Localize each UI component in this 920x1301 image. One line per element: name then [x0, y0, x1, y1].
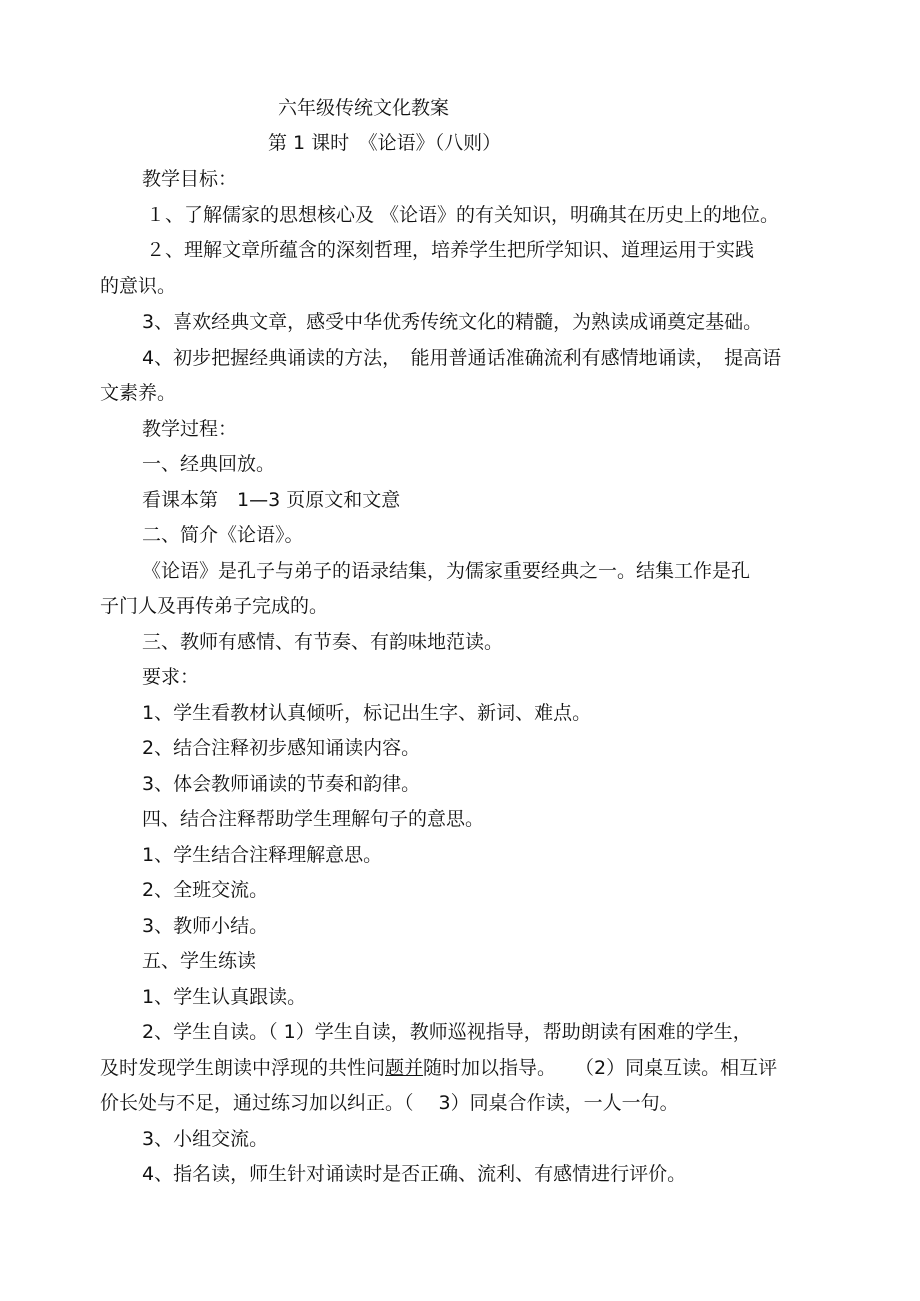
line-segment: 及时发现学生朗读中浮现的共性问	[100, 1057, 386, 1079]
section-1-heading: 一、经典回放。	[142, 453, 276, 475]
goal-2-line-2: 的意识。	[100, 275, 177, 297]
goals-heading: 教学目标：	[142, 168, 238, 190]
goal-4-line-1: 4、初步把握经典诵读的方法， 能用普通话准确流利有感情地诵读， 提高语	[142, 347, 782, 369]
section-4-heading: 四、结合注释帮助学生理解句子的意思。	[142, 808, 485, 830]
section-1-text: 看课本第 1—3 页原文和文意	[142, 489, 401, 511]
goal-1: １、了解儒家的思想核心及 《论语》的有关知识，明确其在历史上的地位。	[146, 204, 780, 226]
section-5-item-1: 1、学生认真跟读。	[142, 986, 307, 1008]
section-5-item-2-line-2	[100, 1056, 777, 1080]
underlined-text: 题并	[385, 1057, 424, 1079]
section-2-text-line-2: 子门人及再传弟子完成的。	[100, 595, 329, 617]
section-2-heading: 二、简介《论语》。	[142, 524, 304, 546]
section-5-item-2-line-1: 2、学生自读。（ 1）学生自读，教师巡视指导，帮助朗读有困难的学生，	[142, 1021, 752, 1043]
requirement-3: 3、体会教师诵读的节奏和韵律。	[142, 773, 421, 795]
section-4-item-2: 2、全班交流。	[142, 879, 269, 901]
requirement-2: 2、结合注释初步感知诵读内容。	[142, 737, 421, 759]
doc-title: 六年级传统文化教案	[278, 97, 450, 119]
section-5-item-4: 4、指名读，师生针对诵读时是否正确、流利、有感情进行评价。	[142, 1163, 687, 1185]
section-5-item-3: 3、小组交流。	[142, 1128, 269, 1150]
goal-2-line-1: ２、理解文章所蕴含的深刻哲理，培养学生把所学知识、道理运用于实践	[146, 239, 755, 261]
process-heading: 教学过程：	[142, 418, 238, 440]
section-5-heading: 五、学生练读	[142, 950, 257, 972]
lesson-title: 第 1 课时 《论语》（八则）	[268, 132, 502, 154]
goal-3: 3、喜欢经典文章，感受中华优秀传统文化的精髓，为熟读成诵奠定基础。	[142, 311, 763, 333]
section-3-heading: 三、教师有感情、有节奏、有韵味地范读。	[142, 631, 504, 653]
requirement-1: 1、学生看教材认真倾听，标记出生字、新词、难点。	[142, 702, 592, 724]
section-5-item-2-line-3: 价长处与不足，通过练习加以纠正。（ 3）同桌合作读，一人一句。	[100, 1092, 679, 1114]
requirements-heading: 要求：	[142, 666, 200, 688]
goal-4-line-2: 文素养。	[100, 382, 177, 404]
section-4-item-1: 1、学生结合注释理解意思。	[142, 844, 383, 866]
line-segment: 随时加以指导。 （2）同桌互读。相互评	[423, 1057, 778, 1079]
section-2-text-line-1: 《论语》是孔子与弟子的语录结集，为儒家重要经典之一。结集工作是孔	[142, 560, 751, 582]
section-4-item-3: 3、教师小结。	[142, 915, 269, 937]
